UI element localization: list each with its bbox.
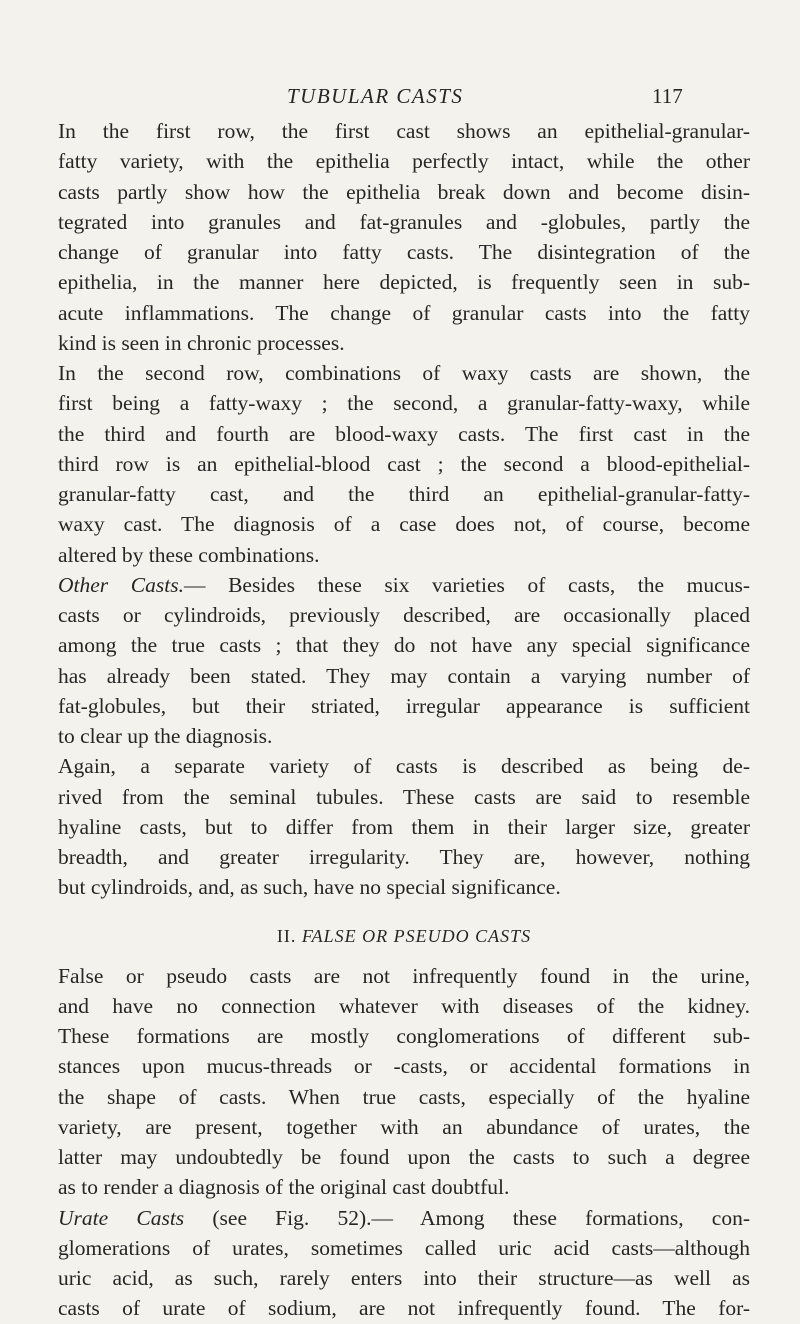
text-line: False or pseudo casts are not infrequently found in the urine, [58, 963, 750, 988]
text-line: to clear up the diagnosis. [58, 724, 273, 748]
page-number: 117 [652, 84, 683, 108]
text-line: as to render a diagnosis of the original cast doubtful. [58, 1175, 510, 1200]
text-line: granular-fatty cast, and the third an epithelial-granular-fatty- [58, 482, 750, 506]
text-line: third row is an epithelial-blood cast ; the second a blood-epithelial- [58, 451, 750, 476]
section-number: II. [276, 925, 297, 946]
other-casts-label: Other Casts. [58, 572, 184, 597]
urate-casts-first-line [58, 1203, 750, 1233]
text-line: kind is seen in chronic processes. [58, 330, 345, 355]
section-gap [58, 951, 750, 961]
running-head [0, 84, 800, 114]
text-line: casts of urate of sodium, are not infrequently found. The for- [58, 1296, 750, 1321]
text-line: waxy cast. The diagnosis of a case does not, of course, become [58, 512, 750, 537]
text-line: first being a fatty-waxy ; the second, a granular-fatty-waxy, while [58, 391, 750, 416]
section-gap [58, 903, 750, 921]
text-line: acute inflammations. The change of granular casts into the fatty [58, 300, 750, 325]
text-line: but cylindroids, and, as such, have no special significance. [58, 875, 561, 900]
text-line: uric acid, as such, rarely enters into their structure—as well as [58, 1266, 750, 1290]
other-casts-first-line-rest: — Besides these six varieties of casts, the mucus- [183, 572, 750, 597]
text-line: variety, are present, together with an abundance of urates, the [58, 1114, 750, 1139]
text-line: altered by these combinations. [58, 542, 320, 567]
section-heading [58, 921, 750, 951]
section-title: FALSE OR PSEUDO CASTS [301, 925, 532, 946]
urate-casts-label: Urate Casts [58, 1205, 185, 1230]
text-line: Again, a separate variety of casts is described as being de- [58, 754, 750, 779]
text-line: the shape of casts. When true casts, especially of the hyaline [58, 1084, 750, 1109]
text-line: the third and fourth are blood-waxy casts. The first cast in the [58, 421, 750, 446]
text-line: casts or cylindroids, previously described, are occasionally placed [58, 603, 750, 627]
text-line: and have no connection whatever with diseases of the kidney. [58, 993, 750, 1018]
urate-casts-first-line-rest: (see Fig. 52).— Among these formations, con- [184, 1205, 750, 1230]
text-line: In the first row, the first cast shows an epithelial-granular- [58, 119, 750, 143]
text-line: has already been stated. They may contain a varying number of [58, 663, 750, 688]
text-line: stances upon mucus-threads or -casts, or accidental formations in [58, 1054, 750, 1079]
text-line: change of granular into fatty casts. The disintegration of the [58, 240, 750, 264]
text-line: rived from the seminal tubules. These casts are said to resemble [58, 784, 750, 809]
other-casts-first-line [58, 570, 750, 600]
text-line: among the true casts ; that they do not have any special significance [58, 633, 750, 658]
text-line: casts partly show how the epithelia break down and become disin- [58, 179, 750, 204]
text-line: hyaline casts, but to differ from them in their larger size, greater [58, 814, 750, 839]
text-line: tegrated into granules and fat-granules and -globules, partly the [58, 209, 750, 234]
text-line: fatty variety, with the epithelia perfectly intact, while the other [58, 149, 750, 174]
text-line: latter may undoubtedly be found upon the casts to such a degree [58, 1145, 750, 1169]
text-line: These formations are mostly conglomerations of different sub- [58, 1024, 750, 1048]
body-text [58, 116, 750, 1324]
text-line: glomerations of urates, sometimes called uric acid casts—although [58, 1235, 750, 1260]
text-line: In the second row, combinations of waxy casts are shown, the [58, 361, 750, 385]
running-title: TUBULAR CASTS [287, 84, 464, 108]
text-line: fat-globules, but their striated, irregular appearance is sufficient [58, 693, 750, 718]
text-line: breadth, and greater irregularity. They are, however, nothing [58, 845, 750, 869]
text-line: epithelia, in the manner here depicted, is frequently seen in sub- [58, 270, 750, 295]
